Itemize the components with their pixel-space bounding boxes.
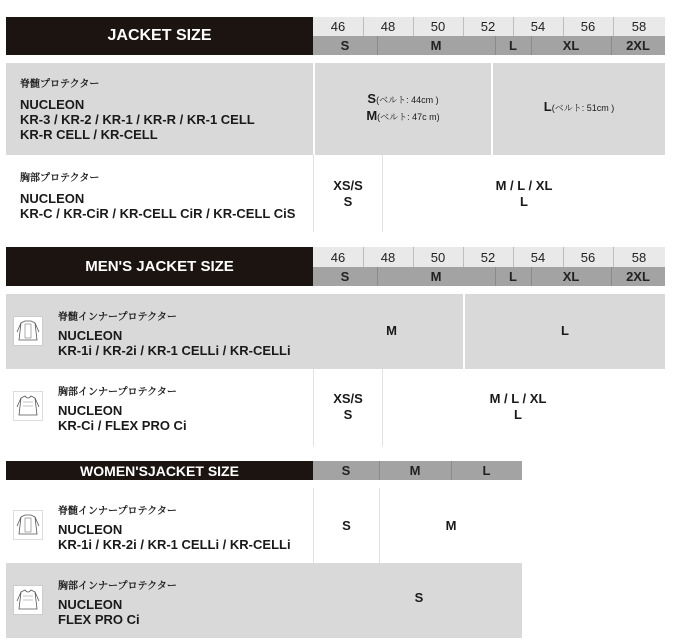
jacket-num-46: 46 bbox=[330, 19, 346, 34]
jacket-number-row bbox=[313, 17, 665, 36]
mens-num-48: 48 bbox=[380, 249, 396, 265]
jacket-num-50: 50 bbox=[430, 19, 446, 34]
jacket-chest-cell-xs: XS/S S bbox=[333, 178, 363, 209]
row-product-name: NUCLEON bbox=[20, 191, 85, 206]
mens-row-spine bbox=[6, 294, 665, 369]
jacket-size-xl: XL bbox=[562, 38, 580, 53]
womens-row-chest bbox=[6, 563, 522, 638]
mens-spine-cell-m: M bbox=[386, 323, 397, 338]
row-models: KR-3 / KR-2 / KR-1 / KR-R / KR-1 CELL bbox=[20, 112, 255, 127]
jacket-num-56: 56 bbox=[580, 19, 596, 34]
womens-spine-cell-m: M bbox=[445, 518, 457, 533]
jacket-num-54: 54 bbox=[530, 19, 546, 34]
row-category: 脊髄プロテクター bbox=[20, 79, 100, 90]
row-product-name: NUCLEON bbox=[58, 522, 123, 537]
mens-size-l: L bbox=[509, 269, 517, 284]
row-product-name: NUCLEON bbox=[58, 403, 123, 418]
mens-chest-cell-ml: M / L / XL L bbox=[489, 391, 547, 422]
back-protector-icon bbox=[13, 316, 43, 346]
jacket-size-row bbox=[313, 36, 665, 55]
chest-protector-icon bbox=[13, 585, 43, 615]
row-category: 脊髄インナープロテクター bbox=[58, 506, 177, 517]
jacket-size-m: M bbox=[430, 38, 442, 53]
jacket-spine-cell-sm: S(ベルト: 44cm ) M(ベルト: 47c m) bbox=[366, 91, 440, 123]
row-models-2: KR-R CELL / KR-CELL bbox=[20, 127, 158, 142]
mens-row-chest bbox=[6, 369, 665, 446]
row-models: FLEX PRO Ci bbox=[58, 612, 140, 627]
mens-size-title bbox=[6, 247, 313, 286]
womens-size-s: S bbox=[341, 463, 351, 478]
jacket-size-l: L bbox=[509, 38, 517, 53]
mens-size-s: S bbox=[340, 269, 350, 284]
chest-protector-icon bbox=[13, 391, 43, 421]
womens-size-l: L bbox=[482, 463, 491, 478]
row-category: 胸部プロテクター bbox=[20, 173, 100, 184]
jacket-num-48: 48 bbox=[380, 19, 396, 34]
back-protector-icon bbox=[13, 510, 43, 540]
jacket-num-58: 58 bbox=[631, 19, 647, 34]
jacket-size-2xl: 2XL bbox=[626, 38, 650, 53]
jacket-num-52: 52 bbox=[480, 19, 496, 34]
jacket-chest-cell-ml: M / L / XL L bbox=[495, 178, 553, 209]
row-category: 胸部インナープロテクター bbox=[58, 387, 177, 398]
mens-num-58: 58 bbox=[631, 249, 647, 265]
mens-num-46: 46 bbox=[330, 249, 346, 265]
jacket-spine-cell-l: L(ベルト: 51cm ) bbox=[543, 99, 615, 114]
mens-num-56: 56 bbox=[580, 249, 596, 265]
row-models: KR-1i / KR-2i / KR-1 CELLi / KR-CELLi bbox=[58, 343, 291, 358]
row-category: 脊髄インナープロテクター bbox=[58, 312, 177, 323]
mens-size-title-text: MEN'S JACKET SIZE bbox=[85, 258, 234, 275]
womens-size-title-text: WOMEN'SJACKET SIZE bbox=[80, 462, 239, 479]
womens-row-spine bbox=[6, 488, 522, 563]
row-product-name: NUCLEON bbox=[58, 328, 123, 343]
row-product-name: NUCLEON bbox=[58, 597, 123, 612]
mens-number-row bbox=[313, 247, 665, 267]
jacket-size-s: S bbox=[340, 38, 350, 53]
mens-num-50: 50 bbox=[430, 249, 446, 265]
mens-chest-cell-xs: XS/S S bbox=[333, 391, 363, 422]
row-models: KR-Ci / FLEX PRO Ci bbox=[58, 418, 187, 433]
womens-spine-cell-s: S bbox=[342, 518, 351, 533]
mens-size-m: M bbox=[430, 269, 442, 284]
jacket-row-chest bbox=[6, 155, 665, 232]
mens-spine-cell-l: L bbox=[561, 323, 569, 338]
jacket-row-spine bbox=[6, 63, 665, 155]
row-models: KR-1i / KR-2i / KR-1 CELLi / KR-CELLi bbox=[58, 537, 291, 552]
mens-num-52: 52 bbox=[480, 249, 496, 265]
mens-size-row bbox=[313, 267, 665, 286]
womens-size-m: M bbox=[409, 463, 421, 478]
mens-size-2xl: 2XL bbox=[626, 269, 650, 284]
mens-num-54: 54 bbox=[530, 249, 546, 265]
womens-size-row bbox=[313, 461, 522, 480]
row-product-name: NUCLEON bbox=[20, 97, 85, 112]
row-models: KR-C / KR-CiR / KR-CELL CiR / KR-CELL CiS bbox=[20, 206, 296, 221]
jacket-size-title bbox=[6, 17, 313, 55]
womens-size-title bbox=[6, 461, 313, 480]
row-category: 胸部インナープロテクター bbox=[58, 581, 177, 592]
mens-size-xl: XL bbox=[562, 269, 580, 284]
jacket-size-title-text: JACKET SIZE bbox=[107, 27, 212, 44]
womens-chest-cell-s: S bbox=[414, 590, 424, 605]
